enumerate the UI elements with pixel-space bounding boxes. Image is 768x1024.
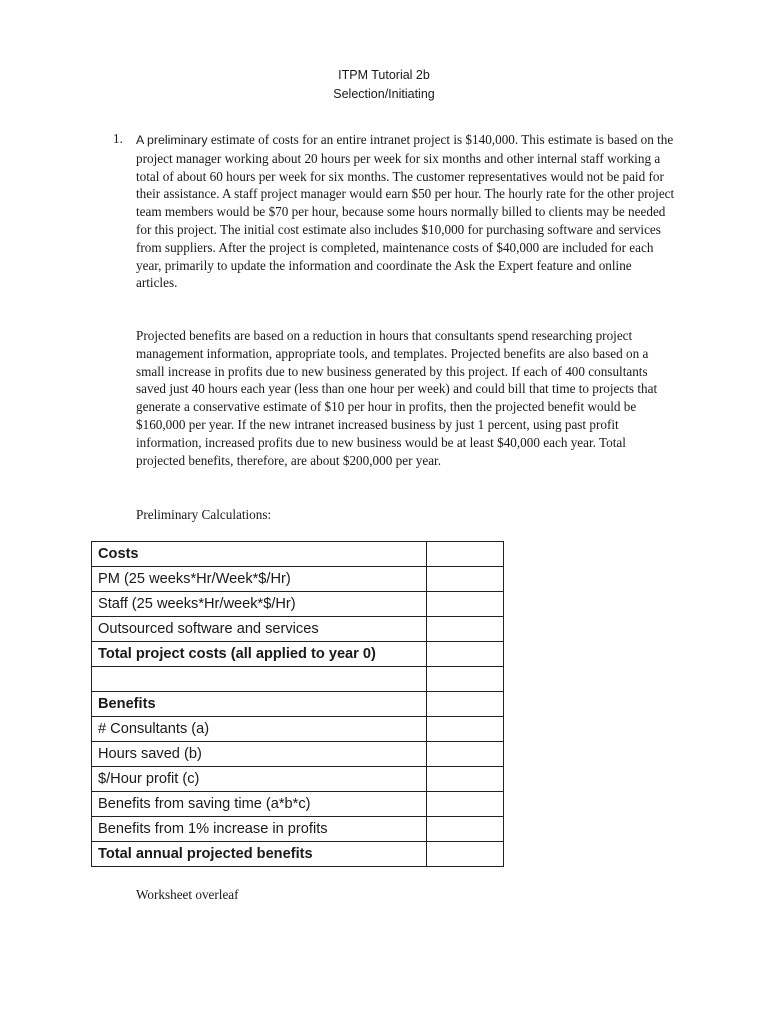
table-cell-label: # Consultants (a) xyxy=(92,717,427,742)
table-row-blank xyxy=(92,667,504,692)
table-cell-label: $/Hour profit (c) xyxy=(92,767,427,792)
table-cell-label: Staff (25 weeks*Hr/week*$/Hr) xyxy=(92,592,427,617)
table-cell-value xyxy=(426,767,503,792)
table-cell-value xyxy=(426,742,503,767)
question-paragraph-costs-text: estimate of costs for an entire intranet project is $140,000. This estimate is based on the project manager working about 20 hours per week for six months and other internal staff working a total of about 60 hours per week for six months. The customer representatives would not be paid for their assistance. A staff project manager would earn $50 per hour. The hourly rate for the other project team members would be $70 per hour, because some hours normally billed to clients may be needed for this project. The initial cost estimate also includes $10,000 for purchasing software and services from suppliers. After the project is completed, maintenance costs of $40,000 are included for each year, primarily to update the information and coordinate the Ask the Expert feature and online articles. xyxy=(136,132,675,291)
calculations-table xyxy=(91,541,504,867)
table-cell-label: Outsourced software and services xyxy=(92,617,427,642)
table-cell-label xyxy=(92,667,427,692)
table-cell-label: Benefits xyxy=(92,692,427,717)
table-row xyxy=(92,617,504,642)
worksheet-overleaf-note: Worksheet overleaf xyxy=(136,887,239,902)
table-cell-label: Total project costs (all applied to year 0) xyxy=(92,642,427,667)
table-cell-value xyxy=(426,717,503,742)
table-row xyxy=(92,567,504,592)
table-row xyxy=(92,717,504,742)
table-row xyxy=(92,817,504,842)
table-cell-value xyxy=(426,642,503,667)
table-cell-label: Benefits from saving time (a*b*c) xyxy=(92,792,427,817)
table-cell-value xyxy=(426,592,503,617)
table-cell-value xyxy=(426,692,503,717)
table-cell-value xyxy=(426,842,503,867)
table-cell-label: Benefits from 1% increase in profits xyxy=(92,817,427,842)
question-number: 1. xyxy=(113,131,123,146)
table-row xyxy=(92,592,504,617)
table-row xyxy=(92,792,504,817)
table-cell-value xyxy=(426,817,503,842)
table-cell-value xyxy=(426,667,503,692)
table-cell-value xyxy=(426,617,503,642)
table-row xyxy=(92,767,504,792)
table-cell-label: PM (25 weeks*Hr/Week*$/Hr) xyxy=(92,567,427,592)
table-cell-label: Total annual projected benefits xyxy=(92,842,427,867)
table-row xyxy=(92,742,504,767)
table-cell-label: Costs xyxy=(92,542,427,567)
question-lead-text: A preliminary xyxy=(136,133,208,147)
table-cell-value xyxy=(426,542,503,567)
table-cell-value xyxy=(426,567,503,592)
question-paragraph-costs xyxy=(136,131,676,292)
question-paragraph-benefits: Projected benefits are based on a reduction in hours that consultants spend researching project management information, appropriate tools, and templates. Projected benefits are also based on a small increase in profits due to new business generated by this project. If each of 400 consultants saved just 40 hours each year (less than one hour per week) and could bill that time to projects that generate a conservative estimate of $10 per hour in profits, then the projected benefit would be $160,000 per year. If the new intranet increased business by just 1 percent, using past profit information, increased profits due to new business would be at least $40,000 each year. Total projected benefits, therefore, are about $200,000 per year. xyxy=(136,328,658,468)
table-row-benefits-header xyxy=(92,692,504,717)
document-title: ITPM Tutorial 2b xyxy=(338,68,430,82)
table-row-total-costs xyxy=(92,642,504,667)
table-cell-label: Hours saved (b) xyxy=(92,742,427,767)
document-subtitle: Selection/Initiating xyxy=(333,87,435,101)
preliminary-calculations-label: Preliminary Calculations: xyxy=(136,507,272,522)
table-cell-value xyxy=(426,792,503,817)
table-row-total-benefits xyxy=(92,842,504,867)
table-row-costs-header xyxy=(92,542,504,567)
